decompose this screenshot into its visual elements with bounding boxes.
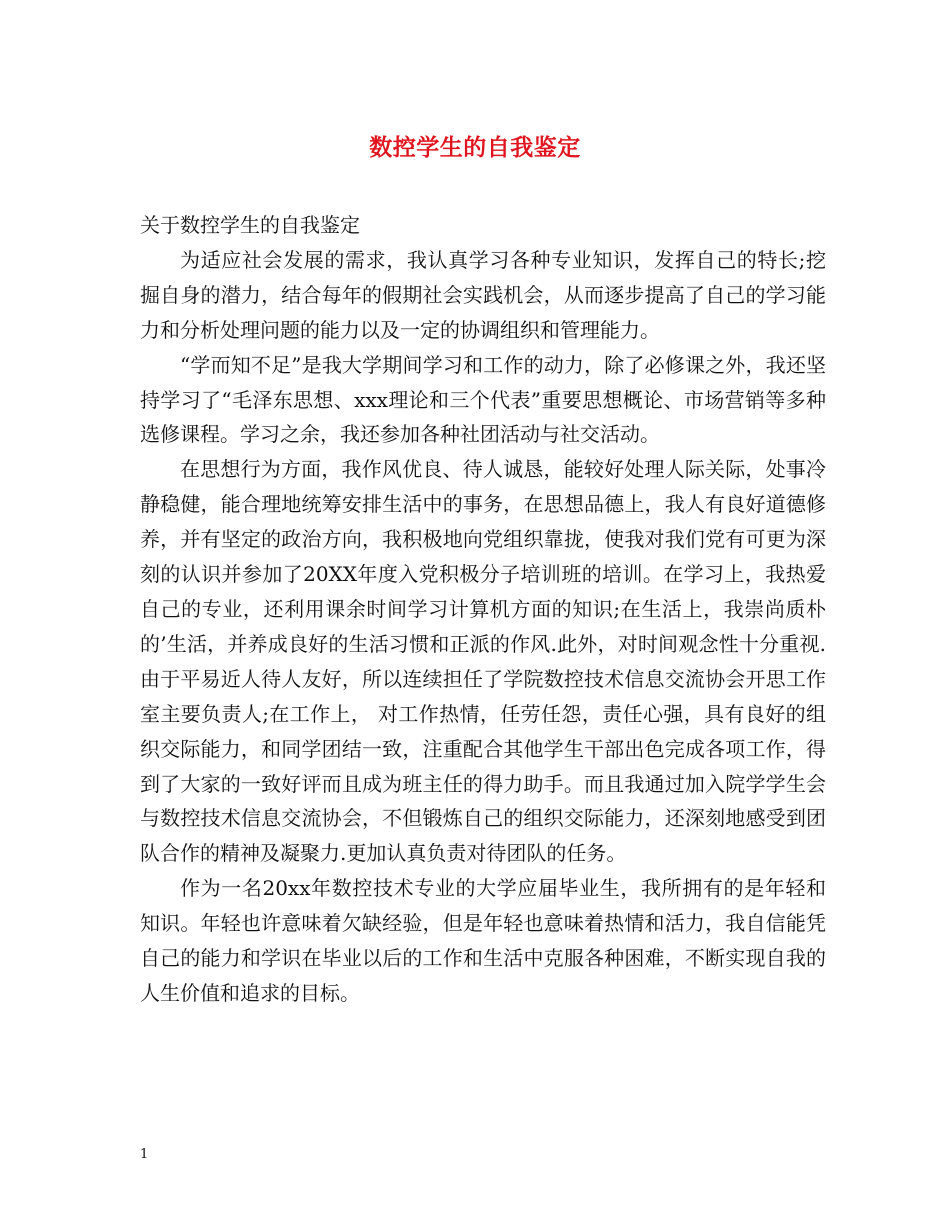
- page-number: 1: [140, 1147, 149, 1162]
- paragraph-3: 在思想行为方面，我作风优良、待人诚恳，能较好处理人际关际，处事冷静稳健，能合理地统筹安排生活中的事务，在思想品德上，我人有良好道德修养，并有坚定的政治方向，我积极地向党组织靠拢，使我对我们党有可更为深刻的认识并参加了20XX年度入党积极分子培训班的培训。在学习上，我热爱自己的专业，还利用课余时间学习计算机方面的知识;在生活上，我崇尚质朴的’生活，并养成良好的生活习惯和正派的作风.此外，对时间观念性十分重视.由于平易近人待人友好，所以连续担任了学院数控技术信息交流协会开思工作室主要负责人;在工作上， 对工作热情，任劳任怨，责任心强，具有良好的组织交际能力，和同学团结一致，注重配合其他学生干部出色完成各项工作，得到了大家的一致好评而且成为班主任的得力助手。而且我通过加入院学学生会与数控技术信息交流协会，不但锻炼自己的组织交际能力，还深刻地感受到团队合作的精神及凝聚力.更加认真负责对待团队的任务。: [140, 457, 826, 866]
- paragraph-2: “学而知不足”是我大学期间学习和工作的动力，除了必修课之外，我还坚持学习了“毛泽东思想、xxx理论和三个代表”重要思想概论、市场营销等多种选修课程。学习之余，我还参加各种社团活动与社交活动。: [140, 352, 826, 447]
- document-title: 数控学生的自我鉴定: [369, 134, 581, 161]
- document-subtitle: 关于数控学生的自我鉴定: [140, 213, 360, 237]
- paragraph-4: 作为一名20xx年数控技术专业的大学应届毕业生，我所拥有的是年轻和知识。年轻也许意味着欠缺经验，但是年轻也意味着热情和活力，我自信能凭自己的能力和学识在毕业以后的工作和生活中克服各种困难，不断实现自我的人生价值和追求的目标。: [140, 876, 826, 1005]
- document-body: [140, 208, 826, 1011]
- paragraph-1: 为适应社会发展的需求，我认真学习各种专业知识，发挥自己的特长;挖掘自身的潜力，结合每年的假期社会实践机会，从而逐步提高了自己的学习能力和分析处理问题的能力以及一定的协调组织和管理能力。: [140, 247, 826, 342]
